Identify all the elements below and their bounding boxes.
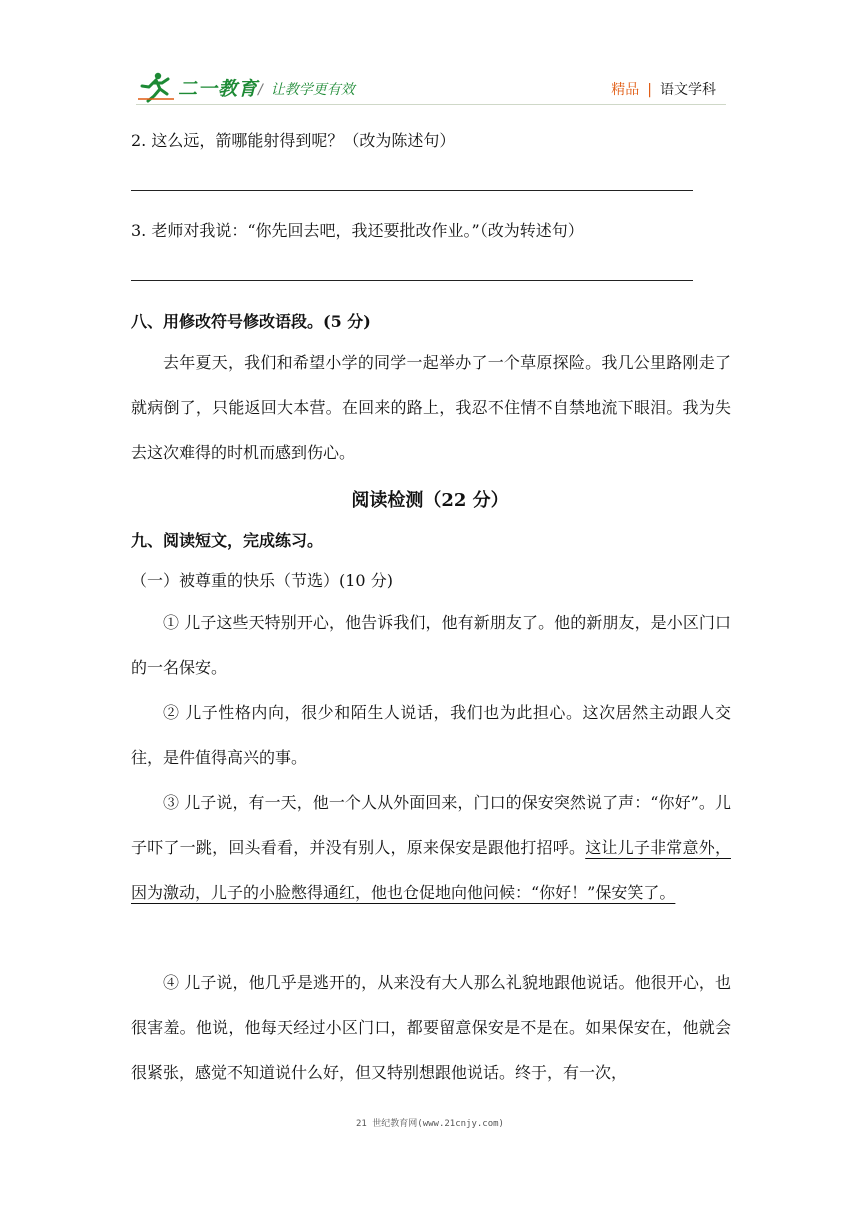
slogan-separator: / — [258, 82, 263, 98]
question-9-heading: 九、阅读短文，完成练习。 — [131, 531, 324, 550]
logo-text: 二一教育 — [178, 77, 259, 100]
reading-section-title: 阅读检测（22 分） — [351, 490, 509, 511]
header-separator: | — [647, 82, 652, 98]
passage-paragraph-1: ① 儿子这些天特别开心，他告诉我们，他有新朋友了。他的新朋友，是小区门口的一名保安。 — [131, 613, 731, 677]
question-3: 3. 老师对我说：“你先回去吧，我还要批改作业。”（改为转述句） — [131, 221, 584, 240]
slogan — [258, 79, 355, 99]
page-header — [136, 70, 726, 106]
section-8-paragraph: 去年夏天，我们和希望小学的同学一起举办了一个草原探险。我几公里路刚走了就病倒了，只能返回大本营。在回来的路上，我忍不住情不自禁地流下眼泪。我为失去这次难得的时机而感到伤心。 — [131, 353, 731, 462]
underlined-sentence: 这让儿子非常意外，因为激动，儿子的小脸憋得通红，他也仓促地向他问候：“你好！”保安笑了。 — [131, 838, 731, 902]
paragraph-3-text: ③ 儿子说，有一天，他一个人从外面回来，门口的保安突然说了声：“你好”。儿子吓了一跳，回头看看，并没有别人，原来保安是跟他打招呼。 — [131, 793, 731, 857]
passage-paragraph-2: ② 儿子性格内向，很少和陌生人说话，我们也为此担心。这次居然主动跟人交往，是件值得高兴的事。 — [131, 703, 731, 767]
answer-line-2[interactable] — [131, 190, 693, 191]
quality-badge: 精品 — [611, 82, 640, 98]
section-8-heading: 八、用修改符号修改语段。(5 分) — [131, 312, 371, 331]
passage-paragraph-4: ④ 儿子说，他几乎是逃开的，从来没有大人那么礼貌地跟他说话。他很开心，也很害羞。他说，他每天经过小区门口，都要留意保安是不是在。如果保安在，他就会很紧张，感觉不知道说什么好，但又特别想跟他说话。终于，有一次， — [131, 973, 731, 1082]
header-subject — [611, 79, 716, 99]
question-2: 2. 这么远，箭哪能射得到呢？（改为陈述句） — [131, 131, 456, 150]
logo — [136, 70, 258, 104]
header-divider — [136, 104, 726, 105]
answer-line-3[interactable] — [131, 280, 693, 281]
passage-paragraph-3 — [131, 780, 731, 915]
running-man-logo-icon — [136, 71, 176, 103]
subject-label: 语文学科 — [660, 82, 716, 98]
passage-title: （一）被尊重的快乐（节选）(10 分) — [131, 571, 393, 590]
slogan-text: 让教学更有效 — [270, 82, 355, 98]
page-footer: 21 世纪教育网(www.21cnjy.com) — [356, 1119, 504, 1129]
